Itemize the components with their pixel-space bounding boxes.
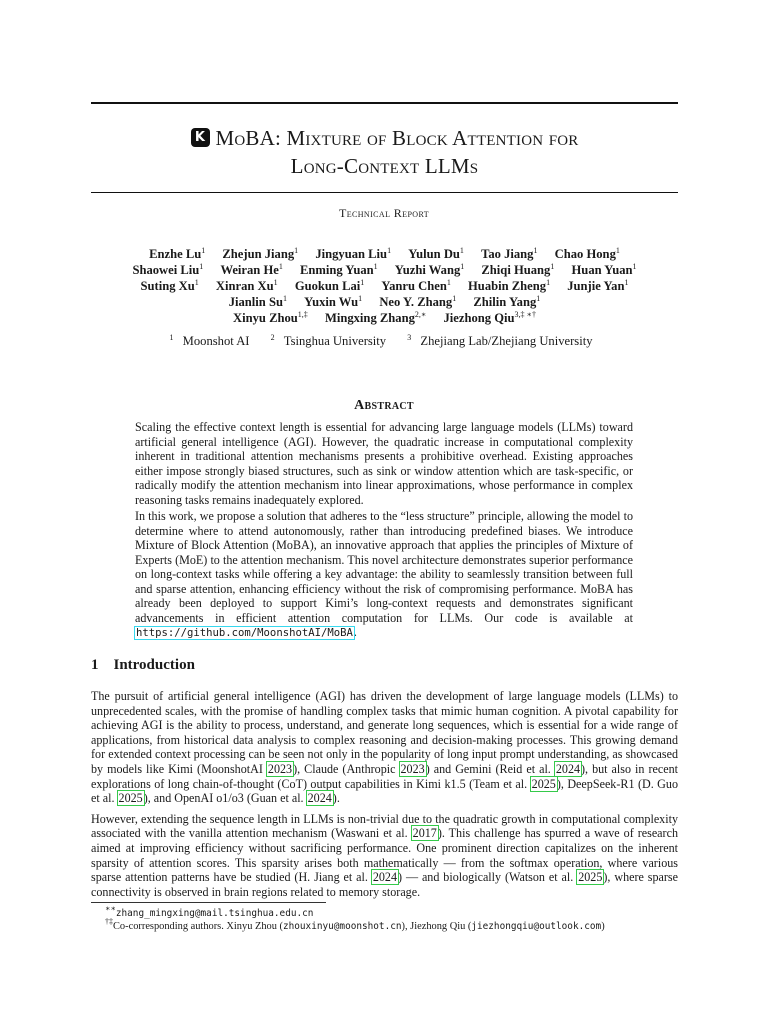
title-line-1: KMoBA: Mixture of Block Attention for xyxy=(91,124,678,152)
author: Enzhe Lu$^1$ xyxy=(149,246,206,261)
citation-link[interactable]: 2025 xyxy=(118,791,143,806)
author: Yanru Chen$^1$ xyxy=(381,278,451,293)
author: Junjie Yan$^1$ xyxy=(567,278,629,293)
abstract-paragraph-1: Scaling the effective context length is essential for advancing large language models (LLMs) toward artificial general intelligence (AGI). However, the quadratic increase in computational complexity inherent in traditional attention mechanisms presents a prohibitive overhead. Existing approaches either impose strongly biased structures, such as sink or window attention which are task-specific, or radically modify the attention mechanism into linear approximations, whose performance in complex reasoning tasks remains inadequately explored. xyxy=(135,420,633,507)
affiliation: $^1$ Moonshot AI xyxy=(169,333,250,348)
citation-link[interactable]: 2025 xyxy=(531,776,556,791)
affiliations xyxy=(0,334,768,349)
paper-title xyxy=(91,124,678,180)
author: Neo Y. Zhang$^1$ xyxy=(379,294,457,309)
citation-link[interactable]: 2025 xyxy=(578,870,603,885)
author: Huan Yuan$^1$ xyxy=(571,262,637,277)
author-line-5 xyxy=(91,310,678,326)
citation-link[interactable]: 2024 xyxy=(307,791,332,806)
author: Jiezhong Qiu$^{3,\ddagger ∗\dagger}$ xyxy=(443,310,536,325)
author: Chao Hong$^1$ xyxy=(554,246,620,261)
author: Zhejun Jiang$^1$ xyxy=(222,246,299,261)
intro-paragraph-2: However, extending the sequence length in LLMs is non-trivial due to the quadratic growth in computational complexity associated with the vanilla attention mechanism (Waswani et al. 2017). This challenge has spurred a wave of research aimed at improving efficiency without sacrificing performance. One prominent direction capitalizes on the inherent sparsity of attention scores. This sparsity arises both mathematically — from the softmax operation, where various sparse attention patterns have be studied (H. Jiang et al. 2024) — and biologically (Watson et al. 2025), where sparse connectivity is observed in brain regions related to memory storage. xyxy=(91,811,678,899)
section-title: Introduction xyxy=(113,657,195,673)
introduction-body xyxy=(91,689,678,905)
author-line-1 xyxy=(91,246,678,262)
footnote-rule xyxy=(91,902,326,903)
citation-link[interactable]: 2024 xyxy=(372,870,398,885)
author-list xyxy=(91,246,678,326)
author: Yuxin Wu$^1$ xyxy=(304,294,363,309)
bottom-rule xyxy=(91,192,678,193)
affiliation: $^2$ Tsinghua University xyxy=(270,333,387,348)
top-rule xyxy=(91,102,678,104)
citation-link[interactable]: 2017 xyxy=(412,826,437,841)
author-line-4 xyxy=(91,294,678,310)
citation-link[interactable]: 2024 xyxy=(555,761,581,776)
author-line-3 xyxy=(91,278,678,294)
author: Mingxing Zhang$^{2,∗}$ xyxy=(324,310,427,325)
citation-link[interactable]: 2023 xyxy=(400,761,425,776)
section-number: 1 xyxy=(91,657,99,673)
report-label: Technical Report xyxy=(338,206,430,220)
author: Tao Jiang$^1$ xyxy=(481,246,538,261)
author: Enming Yuan$^1$ xyxy=(300,262,378,277)
author: Suting Xu$^1$ xyxy=(140,278,199,293)
author-line-2 xyxy=(91,262,678,278)
affiliation: $^3$ Zhejiang Lab/Zhejiang University xyxy=(407,333,593,348)
citation-link[interactable]: 2023 xyxy=(267,761,293,776)
author: Yulun Du$^1$ xyxy=(408,246,464,261)
author: Zhiqi Huang$^1$ xyxy=(481,262,555,277)
footnote-2: †‡Co-corresponding authors. Xinyu Zhou (zhouxinyu@moonshot.cn), Jiezhong Qiu (jiezhongqiu@outlook.com) xyxy=(105,917,605,932)
author: Xinran Xu$^1$ xyxy=(215,278,278,293)
abstract-paragraph-2: In this work, we propose a solution that adheres to the “less structure” principle, allowing the model to determine where to attend autonomously, rather than introducing predefined biases. We introduce Mixture of Block Attention (MoBA), an innovative approach that applies the principles of Mixture of Experts (MoE) to the attention mechanism. This novel architecture demonstrates superior performance on long-context tasks while offering a key advantage: the ability to seamlessly transition between full and sparse attention, enhancing efficiency without the risk of compromising performance. MoBA has already been deployed to support Kimi’s long-context requests and demonstrates significant advancements in efficient attention computation for LLMs. Our code is available at https://github.com/MoonshotAI/MoBA. xyxy=(135,509,633,639)
intro-paragraph-1: The pursuit of artificial general intelligence (AGI) has driven the development of large language models (LLMs) to unprecedented scales, with the promise of handling complex tasks that mimic human cognition. A pivotal capability for achieving AGI is the ability to process, understand, and generate long sequences, which is essential for a wide range of applications, from historical data analysis to complex reasoning and decision-making processes. This growing demand for extended context processing can be seen not only in the popularity of long input prompt understanding, as showcased by models like Kimi (MoonshotAI 2023), Claude (Anthropic 2023) and Gemini (Reid et al. 2024), but also in recent explorations of long chain-of-thought (CoT) output capabilities in Kimi k1.5 (Team et al. 2025), DeepSeek-R1 (D. Guo et al. 2025), and OpenAI o1/o3 (Guan et al. 2024). xyxy=(91,689,679,806)
author: Jianlin Su$^1$ xyxy=(228,294,287,309)
abstract-body xyxy=(135,420,633,643)
abstract-heading: Abstract xyxy=(354,398,414,413)
author: Yuzhi Wang$^1$ xyxy=(394,262,465,277)
author: Xinyu Zhou$^{1,\ddagger}$ xyxy=(233,310,308,325)
author: Jingyuan Liu$^1$ xyxy=(315,246,392,261)
author: Zhilin Yang$^1$ xyxy=(473,294,541,309)
author: Shaowei Liu$^1$ xyxy=(132,262,204,277)
kimi-logo-icon xyxy=(191,128,210,147)
footnotes xyxy=(91,904,691,933)
author: Huabin Zheng$^1$ xyxy=(468,278,551,293)
footnote-1: ∗∗zhang_mingxing@mail.tsinghua.edu.cn xyxy=(105,904,314,919)
author: Guokun Lai$^1$ xyxy=(294,278,365,293)
section-heading-introduction xyxy=(91,657,195,674)
title-line-2: Long-Context LLMs xyxy=(290,154,479,178)
author: Weiran He$^1$ xyxy=(220,262,283,277)
github-link[interactable]: https://github.com/MoonshotAI/MoBA xyxy=(136,627,353,639)
